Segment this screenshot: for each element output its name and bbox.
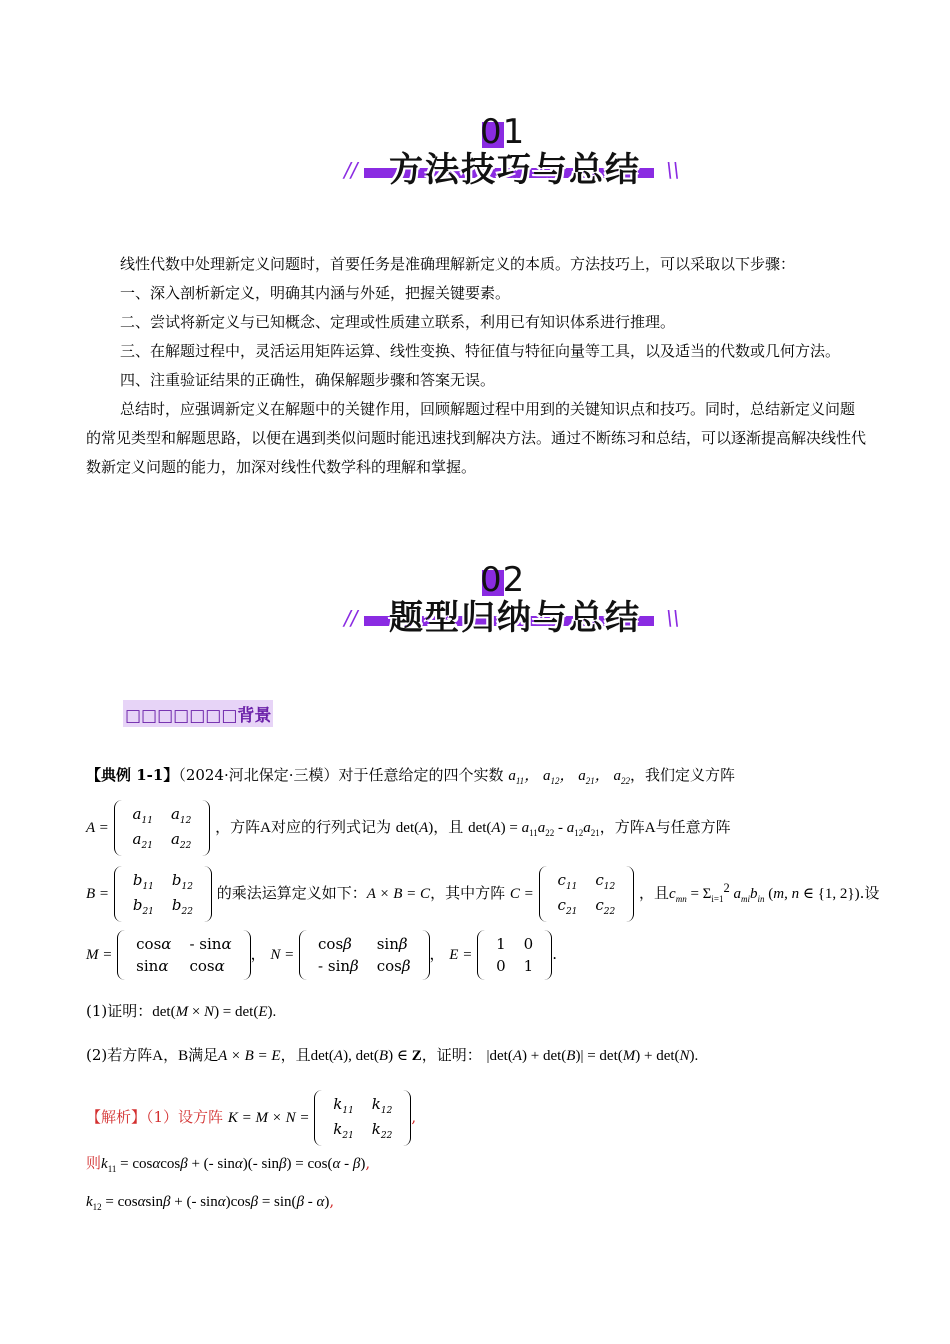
matrix-c: $c_{11}$ $c_{12}$ $c_{21}$ $c_{22}$: [539, 866, 635, 922]
text: .设: [859, 884, 880, 902]
text: ，其中方阵: [430, 884, 506, 902]
formula: |det(A) + det(B)| = det(M) + det(N).: [486, 1048, 699, 1064]
formula: K = M × N =: [227, 1110, 310, 1126]
text: ，我们定义方阵: [629, 766, 735, 784]
subheading: □□□□□□□背景: [123, 700, 273, 727]
paragraph: 二、尝试将新定义与已知概念、定理或性质建立联系，利用已有知识体系进行推理。: [120, 313, 676, 331]
paragraph: 一、深入剖析新定义，明确其内涵与外延，把握关键要素。: [120, 284, 511, 302]
slash-decoration-right: \\: [666, 606, 680, 630]
matrix-a: $a_{11}$ $a_{12}$ $a_{21}$ $a_{22}$: [114, 800, 211, 856]
matrix-n: cosβ sinβ - sinβ cosβ: [299, 930, 429, 980]
formula: B =: [86, 886, 110, 902]
text: ，且: [280, 1046, 311, 1064]
text: 与任意方阵: [655, 818, 731, 836]
text: ，方阵: [599, 818, 645, 836]
formula: M =: [86, 947, 113, 963]
paragraph: 线性代数中处理新定义问题时，首要任务是准确理解新定义的本质。方法技巧上，可以采取以下步骤：: [120, 255, 796, 273]
example-line-4: M = cosα - sinα sinα cosα， N = cosβ sinβ - sinβ cosβ， E = 1 0 0 1.: [86, 930, 557, 980]
text: ，且: [639, 884, 670, 902]
text: （1）设方阵: [146, 1108, 224, 1126]
slash-decoration-left: //: [344, 158, 358, 182]
example-line-1: [86, 764, 735, 786]
formula: $c_{mn} = \Sigma_{i=1}^2$ $a_{mi}b_{in}$ (m, n ∈ {1, 2}): [669, 881, 860, 904]
formula: $a_{11}$， $a_{12}$， $a_{21}$， $a_{22}$: [508, 768, 630, 786]
analysis-step-2: $k_{12} = \cos\alpha\sin\beta$ + (- sinα)cosβ = sin(β - α),: [86, 1192, 335, 1212]
slash-decoration-right: \\: [666, 158, 680, 182]
question-2-label: (2)若方阵: [86, 1046, 153, 1064]
paragraph: 三、在解题过程中，灵活运用矩阵运算、线性变换、特征值与特征向量等工具，以及适当的代数或几何方法。: [120, 342, 841, 360]
paragraph: 总结时，应强调新定义在解题中的关键作用，回顾解题过程中用到的关键知识点和技巧。同时，总结新定义问题的常见类型和解题思路，以便在遇到类似问题时能迅速找到解决方法。通过不断练习和总结，可以逐渐提高解决线性代数新定义问题的能力，加深对线性代数学科的理解和掌握。: [86, 400, 867, 476]
formula: A，B: [152, 1048, 189, 1064]
formula: A: [260, 820, 271, 836]
formula: N =: [270, 947, 295, 963]
section-2-header: [330, 560, 690, 650]
formula: C =: [509, 886, 534, 902]
text: 满足: [188, 1046, 219, 1064]
paragraph: 四、注重验证结果的正确性，确保解题步骤和答案无误。: [120, 371, 496, 389]
formula: $k_{12} = \cos\alpha\sin\beta$ + (- sinα)cosβ = sin(β - α): [86, 1194, 330, 1212]
formula: det(A), det(B) ∈ Z: [310, 1048, 422, 1064]
example-stem: 对于任意给定的四个实数: [338, 766, 504, 784]
section-1-number: 01: [480, 112, 526, 152]
formula: A: [644, 820, 656, 836]
analysis-line: 【解析】（1）设方阵 $K = M \times N = k_{11}$ $k_{12}$ $k_{21}$ $k_{22}$,: [86, 1090, 416, 1146]
analysis-step-1: 则$k_{11} = \cos\alpha\cos\beta$ + (- sinα)(- sinβ) = cos(α - β),: [86, 1154, 371, 1174]
formula: E =: [449, 947, 473, 963]
text: ，证明：: [421, 1046, 482, 1064]
question-1: [86, 1000, 276, 1021]
question-1-label: (1)证明：: [86, 1002, 153, 1020]
text: 则: [86, 1154, 102, 1172]
method-paragraphs: [86, 250, 866, 482]
example-source: （2024·河北保定·三模）: [178, 766, 339, 784]
example-label: 【典例 1-1】: [86, 766, 179, 784]
matrix-k: $k_{11}$ $k_{12}$ $k_{21}$ $k_{22}$: [314, 1090, 411, 1146]
text: ，且: [433, 818, 464, 836]
text: 对应的行列式记为: [271, 818, 392, 836]
matrix-e: 1 0 0 1: [477, 930, 552, 980]
formula: A × B = C: [366, 886, 431, 902]
section-1-title: 方法技巧与总结: [389, 150, 641, 190]
formula: det(A): [395, 820, 434, 836]
section-2-number: 02: [480, 560, 526, 600]
matrix-b: $b_{11}$ $b_{12}$ $b_{21}$ $b_{22}$: [114, 866, 212, 922]
formula: $k_{11} = \cos\alpha\cos\beta$ + (- sinα)(- sinβ) = cos(α - β): [101, 1156, 366, 1174]
section-2-title: 题型归纳与总结: [389, 598, 641, 638]
section-1-header: [330, 112, 690, 202]
question-2: [86, 1044, 698, 1065]
slash-decoration-left: //: [344, 606, 358, 630]
example-line-3: [86, 866, 879, 922]
text: ，方阵: [215, 818, 261, 836]
formula: $\det(A) = a_{11}a_{22} - a_{12}a_{21}$: [468, 820, 600, 838]
analysis-label: 【解析】: [86, 1108, 147, 1126]
formula: det(M × N) = det(E).: [152, 1004, 277, 1020]
formula: A =: [86, 820, 109, 836]
example-line-2: [86, 800, 731, 856]
text: 的乘法运算定义如下：: [216, 884, 367, 902]
matrix-m: cosα - sinα sinα cosα: [117, 930, 250, 980]
formula: A × B = E: [218, 1048, 281, 1064]
